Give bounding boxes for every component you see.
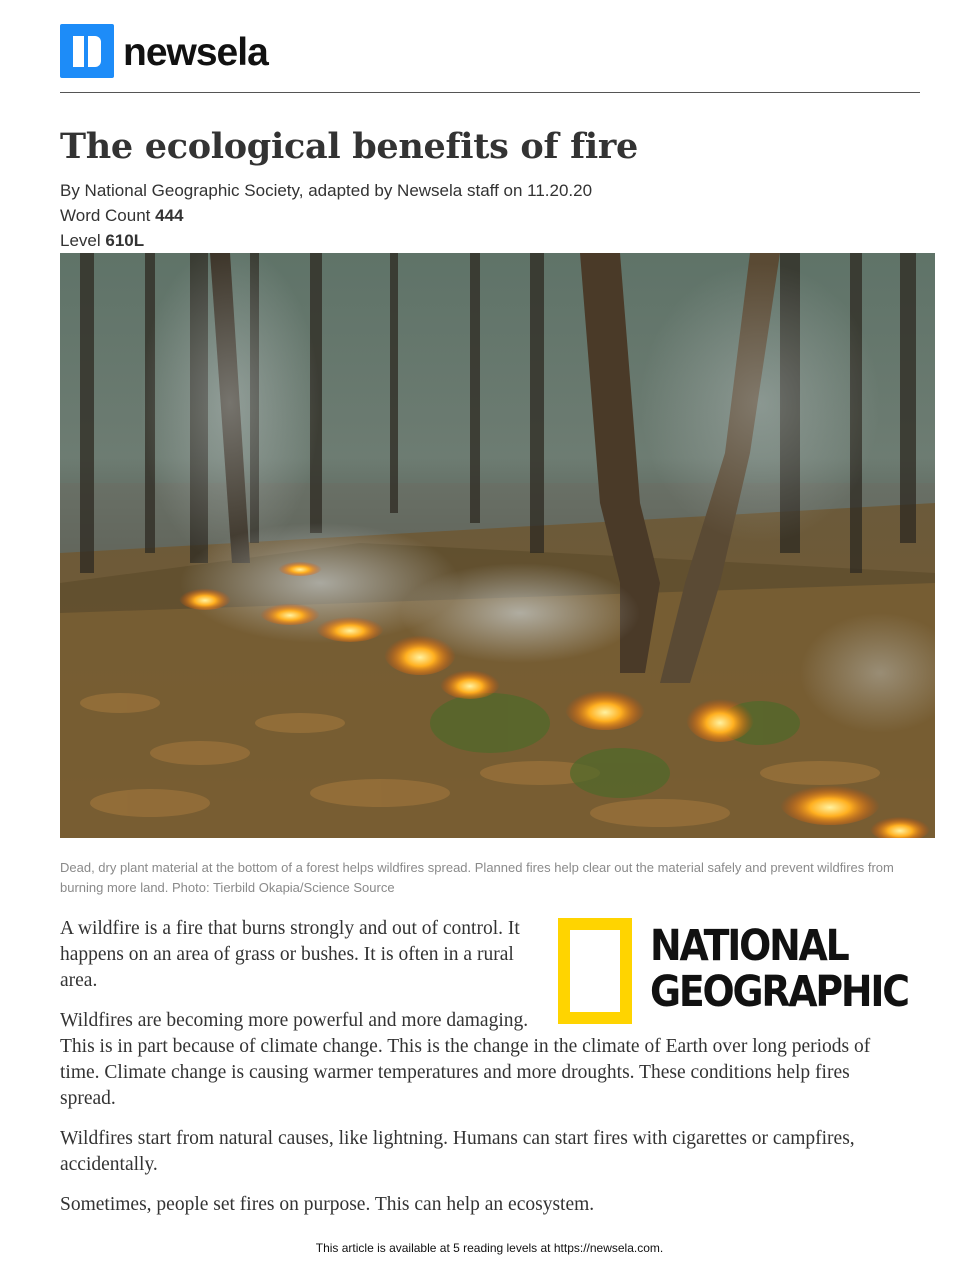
logo-line2: GEOGRAPHIC	[650, 967, 908, 1017]
paragraph-3: Wildfires start from natural causes, like lightning. Humans can start fires with cigarettes or campfires, accidentally.	[60, 1128, 855, 1175]
article-title: The ecological benefits of fire	[60, 126, 638, 167]
yellow-border-icon	[558, 918, 632, 1024]
level-label: Level	[60, 231, 101, 250]
header-divider	[60, 92, 920, 93]
forest-fire-photo	[60, 253, 935, 838]
paragraph-1: A wildfire is a fire that burns strongly and out of control. It happens on an area of grass or bushes. It is often in a rural area.	[60, 918, 520, 991]
footer-note: This article is available at 5 reading levels at https://newsela.com.	[315, 1241, 664, 1255]
word-count	[60, 206, 184, 226]
word-count-label: Word Count	[60, 206, 151, 225]
reading-level	[60, 231, 144, 251]
newsela-logo-icon[interactable]	[60, 24, 114, 78]
header	[60, 24, 920, 92]
paragraph-4: Sometimes, people set fires on purpose. This can help an ecosystem.	[60, 1194, 595, 1215]
national-geographic-logo	[558, 916, 920, 1026]
article-body	[60, 916, 908, 1232]
word-count-value: 444	[155, 206, 184, 225]
byline: By National Geographic Society, adapted by Newsela staff on 11.20.20	[60, 181, 593, 200]
paragraph-2: Wildfires are becoming more powerful and more damaging. This is in part because of climate change. This is the change in the climate of Earth over long periods of time. Climate change is causing warmer temperatures and more droughts. These conditions help fires spread.	[60, 1010, 871, 1109]
level-value: 610L	[105, 231, 145, 250]
logo-line1: NATIONAL	[650, 921, 848, 971]
photo-caption: Dead, dry plant material at the bottom of a forest helps wildfires spread. Planned fires help clear out the material safely and prevent wildfires from burning more land. Photo: Tierbild Okapia/Science Source	[60, 860, 894, 895]
newsela-wordmark[interactable]: newsela	[123, 31, 268, 74]
